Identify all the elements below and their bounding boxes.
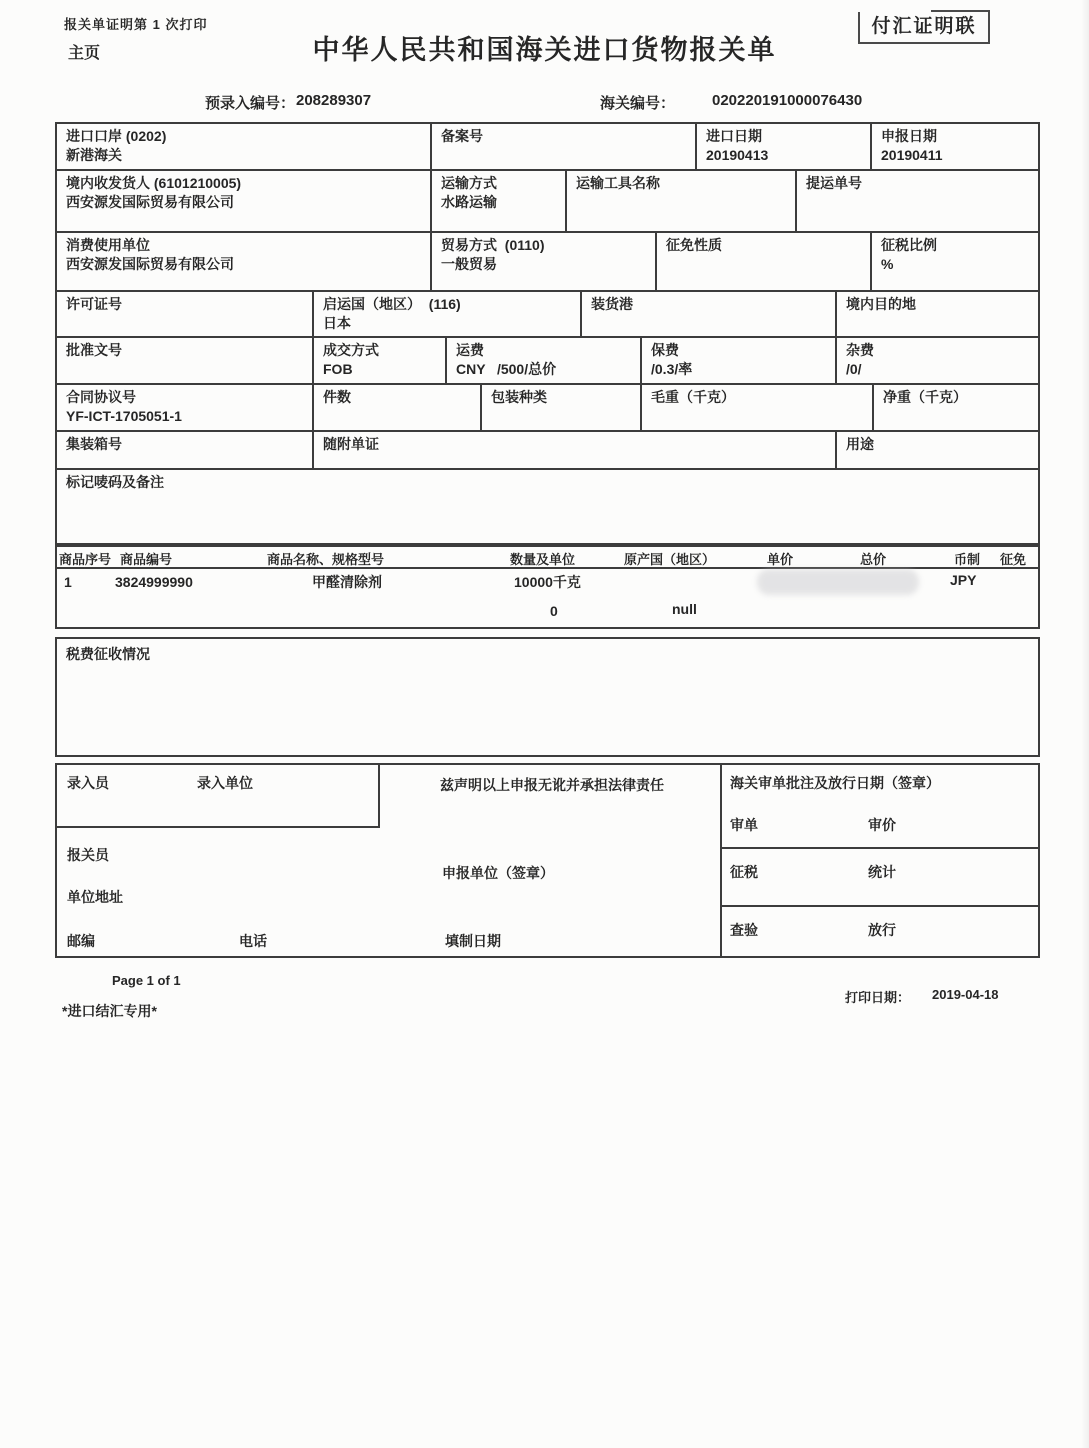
goods-col-currency: 币制 xyxy=(954,552,981,567)
field-value: 西安源发国际贸易有限公司 xyxy=(66,193,234,210)
field-label: 随附单证 xyxy=(323,436,379,452)
taxation-label: 征税 xyxy=(730,864,758,880)
table-row xyxy=(57,124,1038,171)
declare-unit-label: 申报单位（签章） xyxy=(442,865,554,881)
goods-table xyxy=(55,545,1040,629)
redacted-price-area xyxy=(757,569,919,595)
table-row xyxy=(57,338,1038,385)
field-usage xyxy=(837,432,1038,468)
goods-row-qty-second: 0 xyxy=(550,603,558,619)
field-value: FOB xyxy=(323,360,353,377)
field-package-count xyxy=(314,385,482,430)
pre-entry-number-label: 预录入编号： xyxy=(205,95,296,112)
field-label: 成交方式 xyxy=(323,342,379,358)
broker-label: 报关员 xyxy=(67,847,109,863)
goods-row-code: 3824999990 xyxy=(115,574,193,590)
goods-col-total: 总价 xyxy=(860,552,887,567)
goods-col-origin: 原产国（地区） xyxy=(624,552,716,567)
field-label: 包装种类 xyxy=(491,389,547,405)
goods-col-qty: 数量及单位 xyxy=(510,552,576,567)
field-transport-mode xyxy=(432,171,567,231)
field-label: 净重（千克） xyxy=(883,389,967,405)
field-domestic-destination xyxy=(837,292,1038,336)
signature-section xyxy=(55,763,1040,958)
field-consumer-unit xyxy=(57,233,432,290)
customs-column-divider xyxy=(720,765,722,956)
field-loading-port xyxy=(582,292,837,336)
field-value: 水路运输 xyxy=(441,193,497,210)
field-net-weight xyxy=(874,385,1038,430)
goods-row-origin-second: null xyxy=(672,601,697,617)
field-label: 毛重（千克） xyxy=(651,389,735,405)
field-label: 进口口岸 (0202) xyxy=(66,128,167,144)
table-row xyxy=(57,470,1038,543)
field-value: 20190413 xyxy=(706,146,769,163)
goods-col-unit-price: 单价 xyxy=(767,552,794,567)
field-label: 进口日期 xyxy=(706,128,762,144)
table-row xyxy=(57,292,1038,338)
field-contract-number xyxy=(57,385,314,430)
scan-edge-shade xyxy=(1081,0,1089,1448)
field-value: 西安源发国际贸易有限公司 xyxy=(66,255,234,272)
field-label: 运输工具名称 xyxy=(576,175,660,191)
field-label: 运费 xyxy=(456,342,484,358)
pre-entry-number-value: 208289307 xyxy=(296,92,372,109)
price-review-label: 审价 xyxy=(868,817,896,833)
document-title: 中华人民共和国海关进口货物报关单 xyxy=(312,35,777,65)
release-label: 放行 xyxy=(868,922,896,938)
field-levy-nature xyxy=(657,233,872,290)
field-package-type xyxy=(482,385,642,430)
field-import-port xyxy=(57,124,432,169)
goods-row-currency: JPY xyxy=(950,572,977,588)
field-approval-number xyxy=(57,338,314,383)
field-label: 征税比例 xyxy=(881,237,937,253)
field-label: 贸易方式 (0110) xyxy=(441,237,545,253)
table-row xyxy=(57,233,1038,292)
field-value: % xyxy=(881,255,894,272)
field-gross-weight xyxy=(642,385,874,430)
field-label: 备案号 xyxy=(441,128,483,144)
customs-row-divider xyxy=(722,905,1038,907)
field-label: 保费 xyxy=(651,342,679,358)
declaration-table xyxy=(55,122,1040,545)
unit-address-label: 单位地址 xyxy=(67,889,123,905)
field-label: 消费使用单位 xyxy=(66,237,150,253)
field-transaction-terms xyxy=(314,338,447,383)
goods-col-name: 商品名称、规格型号 xyxy=(267,552,385,567)
field-domestic-consignee xyxy=(57,171,432,231)
customs-row-divider xyxy=(722,847,1038,849)
field-label: 标记唛码及备注 xyxy=(66,474,164,490)
goods-row-qty: 10000千克 xyxy=(514,574,581,590)
field-label: 征免性质 xyxy=(666,237,722,253)
field-label: 运输方式 xyxy=(441,175,497,191)
goods-col-levy: 征免 xyxy=(1000,552,1027,567)
statistics-label: 统计 xyxy=(868,864,896,880)
field-value: 新港海关 xyxy=(66,146,122,163)
goods-col-seq: 商品序号 xyxy=(59,552,112,567)
declaration-statement: 兹声明以上申报无讹并承担法律责任 xyxy=(440,777,664,793)
fill-date-label: 填制日期 xyxy=(445,933,501,949)
field-freight xyxy=(447,338,642,383)
table-row xyxy=(57,432,1038,470)
field-label: 合同协议号 xyxy=(66,389,136,405)
field-tax-ratio xyxy=(872,233,1038,290)
field-declare-date xyxy=(872,124,1038,169)
field-label: 许可证号 xyxy=(66,296,122,312)
field-label: 件数 xyxy=(323,389,351,405)
tax-collection-label: 税费征收情况 xyxy=(66,646,150,662)
phone-label: 电话 xyxy=(239,933,267,949)
goods-row-name: 甲醛清除剂 xyxy=(312,574,382,590)
field-import-date xyxy=(697,124,872,169)
postcode-label: 邮编 xyxy=(67,933,95,949)
field-label: 启运国（地区） (116) xyxy=(323,296,461,312)
doc-review-label: 审单 xyxy=(730,817,758,833)
field-misc-fees xyxy=(837,338,1038,383)
field-label: 境内目的地 xyxy=(846,296,916,312)
entry-unit-label: 录入单位 xyxy=(197,775,253,791)
field-origin-country xyxy=(314,292,582,336)
field-value: 日本 xyxy=(323,314,351,331)
field-label: 境内收发货人 (6101210005) xyxy=(66,175,242,191)
field-value: /0.3/率 xyxy=(651,360,693,377)
field-label: 杂费 xyxy=(846,342,874,358)
field-record-number xyxy=(432,124,697,169)
page-indicator: Page 1 of 1 xyxy=(112,973,181,988)
customs-number-value: 020220191000076430 xyxy=(712,92,863,109)
field-value: CNY /500/总价 xyxy=(456,360,557,377)
field-bill-number xyxy=(797,171,1038,231)
field-attached-documents xyxy=(314,432,837,468)
customs-number-label: 海关编号： xyxy=(600,95,676,112)
tax-collection-section xyxy=(55,637,1040,757)
goods-col-code: 商品编号 xyxy=(120,552,173,567)
field-label: 集装箱号 xyxy=(66,436,122,452)
field-label: 批准文号 xyxy=(66,342,122,358)
field-label: 申报日期 xyxy=(881,128,937,144)
field-insurance xyxy=(642,338,837,383)
purpose-note: *进口结汇专用* xyxy=(62,1003,157,1019)
field-value: YF-ICT-1705051-1 xyxy=(66,407,182,424)
field-label: 装货港 xyxy=(591,296,633,312)
table-row xyxy=(57,385,1038,432)
copy-purpose-tag: 付汇证明联 xyxy=(858,12,990,44)
field-trade-mode xyxy=(432,233,657,290)
field-value: 一般贸易 xyxy=(441,255,497,272)
field-container-number xyxy=(57,432,314,468)
table-row xyxy=(57,171,1038,233)
field-label: 用途 xyxy=(846,436,874,452)
goods-row-seq: 1 xyxy=(64,574,72,590)
field-vehicle-name xyxy=(567,171,797,231)
print-date-label: 打印日期： xyxy=(845,990,911,1005)
field-value: /0/ xyxy=(846,360,862,377)
entry-clerk-label: 录入员 xyxy=(67,775,109,791)
field-license-number xyxy=(57,292,314,336)
field-value: 20190411 xyxy=(881,146,943,163)
field-marks-and-notes xyxy=(57,470,1038,543)
field-label: 提运单号 xyxy=(806,175,862,191)
print-count-note: 报关单证明第 1 次打印 xyxy=(64,17,208,32)
home-page-label: 主页 xyxy=(68,45,101,62)
inspection-label: 查验 xyxy=(730,922,758,938)
print-date-value: 2019-04-18 xyxy=(932,987,999,1002)
customs-notes-label: 海关审单批注及放行日期（签章） xyxy=(730,775,940,791)
